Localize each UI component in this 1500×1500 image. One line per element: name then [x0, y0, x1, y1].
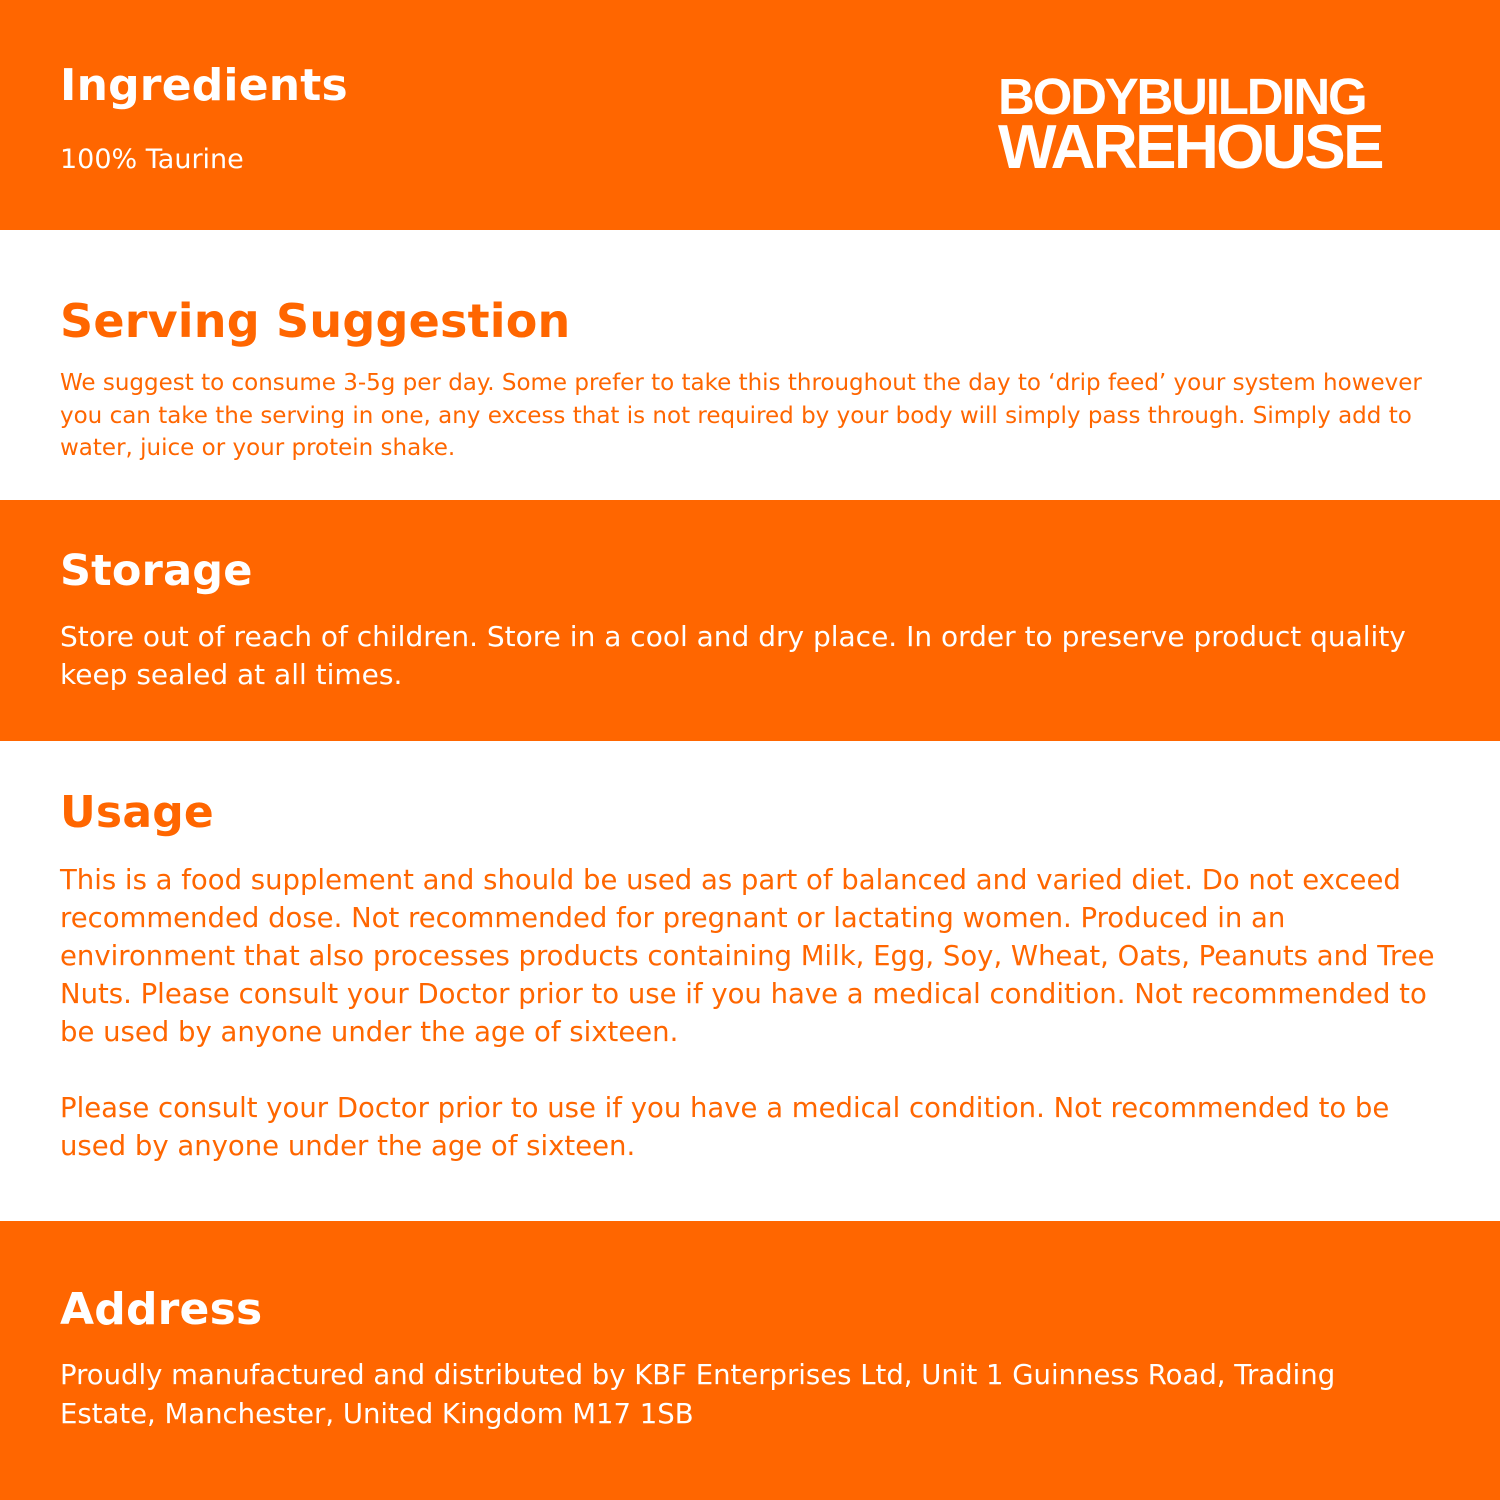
storage-heading: Storage [60, 546, 253, 596]
address-heading: Address [60, 1284, 263, 1335]
brand-logo [998, 68, 1428, 182]
usage-heading: Usage [60, 787, 214, 838]
serving-suggestion-text: We suggest to consume 3-5g per day. Some prefer to take this throughout the day to ‘drip feed’ your system however you can take the serving in one, any excess that is not required by your body will simply pass through. Simply add to water, juice or your protein shake. [60, 370, 1422, 461]
logo-line-1: BODYBUILDING [998, 68, 1366, 125]
logo-line-2: WAREHOUSE [998, 112, 1382, 182]
serving-suggestion-heading: Serving Suggestion [60, 294, 571, 348]
address-text: Proudly manufactured and distributed by KBF Enterprises Ltd, Unit 1 Guinness Road, Trading Estate, Manchester, United Kingdom M17 1SB [60, 1359, 1336, 1430]
usage-paragraph-1: This is a food supplement and should be used as part of balanced and varied diet. Do not exceed recommended dose. Not recommended for pregnant or lactating women. Produced in an environment that also processes products containing Milk, Egg, Soy, Wheat, Oats, Peanuts and Tree Nuts. Please consult your Doctor prior to use if you have a medical condition. Not recommended to be used by anyone under the age of sixteen. [60, 864, 1435, 1048]
usage-paragraph-2: Please consult your Doctor prior to use if you have a medical condition. Not recommended to be used by anyone under the age of sixteen. [60, 1092, 1390, 1162]
ingredients-heading: Ingredients [60, 60, 348, 111]
address-section [0, 1221, 1500, 1500]
ingredients-section [0, 0, 1500, 230]
serving-suggestion-section [0, 230, 1500, 500]
storage-text: Store out of reach of children. Store in a cool and dry place. In order to preserve product quality keep sealed at all times. [60, 620, 1406, 691]
usage-section [0, 741, 1500, 1221]
storage-section [0, 500, 1500, 741]
ingredients-text: 100% Taurine [60, 144, 244, 175]
